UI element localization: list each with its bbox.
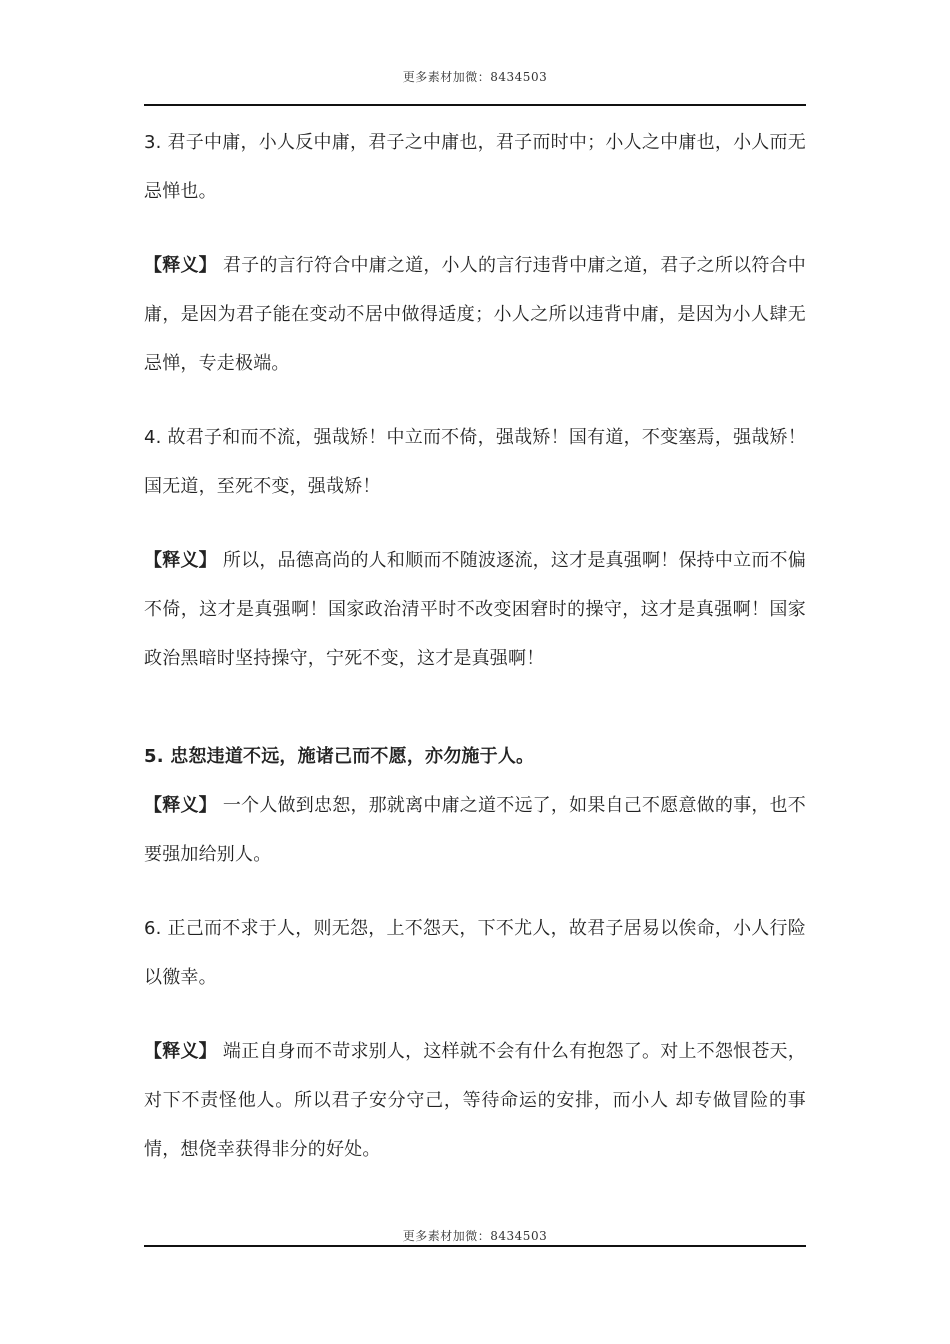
footer-rule bbox=[144, 1245, 806, 1247]
quote-6: 6. 正己而不求于人，则无怨，上不怨天，下不尤人，故君子居易以俟命，小人行险以徼幸。 bbox=[144, 918, 806, 988]
quote-4: 4. 故君子和而不流，强哉矫！中立而不倚，强哉矫！国有道，不变塞焉，强哉矫！国无道，至死不变，强哉矫！ bbox=[144, 427, 806, 497]
document-body bbox=[144, 118, 806, 1174]
explanation-text: 所以，品德高尚的人和顺而不随波逐流，这才是真强啊！保持中立而不偏不倚，这才是真强啊！国家政治清平时不改变困窘时的操守，这才是真强啊！国家政治黑暗时坚持操守，宁死不变，这才是真强啊！ bbox=[144, 550, 806, 669]
header-rule bbox=[144, 104, 806, 106]
page-footer: 更多素材加微：8434503 bbox=[402, 1229, 548, 1243]
explanation-label: 【释义】 bbox=[144, 255, 217, 276]
explanation-text: 端正自身而不苛求别人，这样就不会有什么有抱怨了。对上不怨恨苍天，对下不责怪他人。所以君子安分守己，等待命运的安排，而小人 却专做冒险的事情，想侥幸获得非分的好处。 bbox=[144, 1041, 806, 1160]
explanation-text: 一个人做到忠恕，那就离中庸之道不远了，如果自己不愿意做的事，也不要强加给别人。 bbox=[144, 795, 806, 865]
page-header: 更多素材加微：8434503 bbox=[402, 70, 548, 84]
explanation-text: 君子的言行符合中庸之道，小人的言行违背中庸之道，君子之所以符合中庸，是因为君子能在变动不居中做得适度；小人之所以违背中庸，是因为小人肆无忌惮，专走极端。 bbox=[144, 255, 806, 374]
explanation-label: 【释义】 bbox=[144, 795, 217, 816]
quote-5: 5. 忠恕违道不远，施诸己而不愿，亦勿施于人。 bbox=[144, 746, 535, 767]
explanation-4 bbox=[144, 536, 806, 683]
explanation-label: 【释义】 bbox=[144, 550, 217, 571]
explanation-5 bbox=[144, 781, 806, 879]
explanation-label: 【释义】 bbox=[144, 1041, 217, 1062]
quote-3: 3. 君子中庸，小人反中庸，君子之中庸也，君子而时中；小人之中庸也，小人而无忌惮也。 bbox=[144, 132, 806, 202]
explanation-3 bbox=[144, 241, 806, 388]
explanation-6 bbox=[144, 1027, 806, 1174]
